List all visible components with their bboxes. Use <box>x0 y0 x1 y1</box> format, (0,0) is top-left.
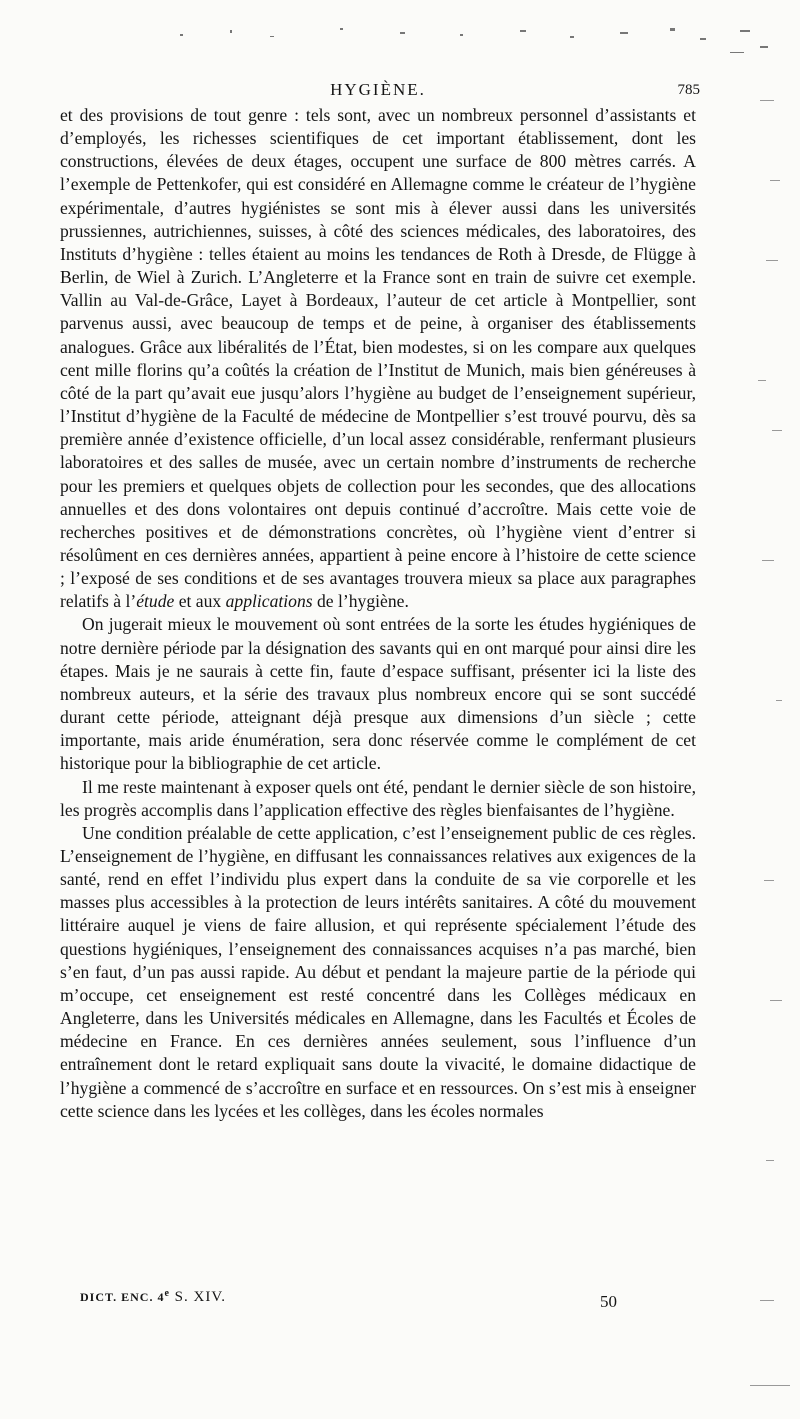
paragraph-text: et des provisions de tout genre : tels sont, avec un nombreux personnel d’assistants et d’employés, les richesses scientifiques de cet important établissement, dont les constructions, élevées de deux étages, occupent une surface de 800 mètres carrés. A l’exemple de Pettenkofer, qui est considéré en Allemagne comme le créateur de l’hygiène expérimentale, d’autres hygiénistes se sont mis à élever aussi dans les universités prussiennes, autrichiennes, suisses, à côté des sciences médicales, des laboratoires, des Instituts d’hygiène : telles étaient au moins les tendances de Roth à Dresde, de Flügge à Berlin, de Wiel à Zurich. L’Angleterre et la France sont en train de suivre cet exemple. Vallin au Val-de-Grâce, Layet à Bordeaux, l’auteur de cet article à Montpellier, sont parvenus aussi, avec beaucoup de temps et de peine, à organiser des établissements analogues. Grâce aux libéralités de l’État, bien modestes, si on les compare aux quelques cent mille florins qu’a coûtés la création de l’Institut de Munich, mais bien généreuses à côté de la part qu’avait eue jusqu’alors l’hygiène au budget de l’enseignement supérieur, l’Institut d’hygiène de la Faculté de médecine de Montpellier s’est trouvé pourvu, dès sa première année d’existence officielle, d’un local assez considérable, renfermant plusieurs laboratoires et des salles de musée, avec un certain nombre d’instruments de recherche pour les premiers et quelques objets de collection pour les secondes, que des allocations annuelles et des dons volontaires ont depuis continué d’accroître. Mais cette voie de recherches positives et de démonstrations concrètes, où l’hygiène vient d’entrer si résolûment en ces dernières années, appartient à peine encore à l’histoire de cette science ; l’exposé de ses conditions et de ses avantages trouvera mieux sa place aux paragraphes relatifs à l’ <box>60 105 696 612</box>
paragraph-text: de l’hygiène. <box>312 591 409 612</box>
signature-volume: S. XIV. <box>169 1289 226 1305</box>
sheet-number: 50 <box>600 1292 617 1311</box>
body-text <box>60 104 696 1123</box>
signature-text: DICT. ENC. 4 <box>80 1290 165 1304</box>
paragraph: On jugerait mieux le mouvement où sont entrées de la sorte les études hygiéniques de notre dernière période par la désignation des savants qui en ont marqué pour ainsi dire les étapes. Mais je ne saurais à cette fin, faute d’espace suffisant, présenter ici la liste des nombreux auteurs, et la série des travaux plus nombreux encore qui se sont succédé durant cette période, atteignant déjà presque aux dimensions d’un siècle ; cette importante, mais aride énumération, sera donc réservée comme le complément de cet historique pour la bibliographie de cet article. <box>60 614 696 774</box>
signature-superscript: e <box>164 1288 170 1299</box>
emphasis-text: étude <box>136 591 175 612</box>
paragraph <box>60 104 696 613</box>
running-title: HYGIÈNE. <box>330 80 426 99</box>
paragraph: Une condition préalable de cette application, c’est l’enseignement public de ces règles. L’enseignement de l’hygiène, en diffusant les connaissances relatives aux exigences de la santé, rend en effet l’individu plus expert dans la conduite de sa vie corporelle et les masses plus accessibles à la protection de leurs intérêts sanitaires. A côté du mouvement littéraire auquel je viens de faire allusion, et qui représente spécialement l’étude des questions hygiéniques, l’enseignement des connaissances acquises n’a pas marché, bien s’en faut, d’un pas aussi rapide. Au début et pendant la majeure partie de la période qui m’occupe, cet enseignement est resté concentré dans les Collèges médicaux en Angleterre, dans les Universités médicales en Allemagne, dans les Facultés et Écoles de médecine en France. En ces dernières années seulement, sous l’influence d’un entraînement dont le retard expliquait sans doute la vivacité, le domaine didactique de l’hygiène a commencé de s’accroître en surface et en ressources. On s’est mis à enseigner cette science dans les lycées et les collèges, dans les écoles normales <box>60 822 696 1121</box>
paragraph: Il me reste maintenant à exposer quels ont été, pendant le dernier siècle de son histoire, les progrès accomplis dans l’application effective des règles bienfaisantes de l’hygiène. <box>60 776 696 820</box>
signature-mark <box>80 1288 226 1306</box>
document-page <box>60 74 700 1123</box>
paragraph-text: et aux <box>174 591 226 612</box>
scan-noise-margin <box>740 0 800 1419</box>
scan-noise-top <box>140 20 790 70</box>
page-number: 785 <box>677 82 700 98</box>
page-header <box>60 74 700 104</box>
emphasis-text: applications <box>225 591 313 612</box>
